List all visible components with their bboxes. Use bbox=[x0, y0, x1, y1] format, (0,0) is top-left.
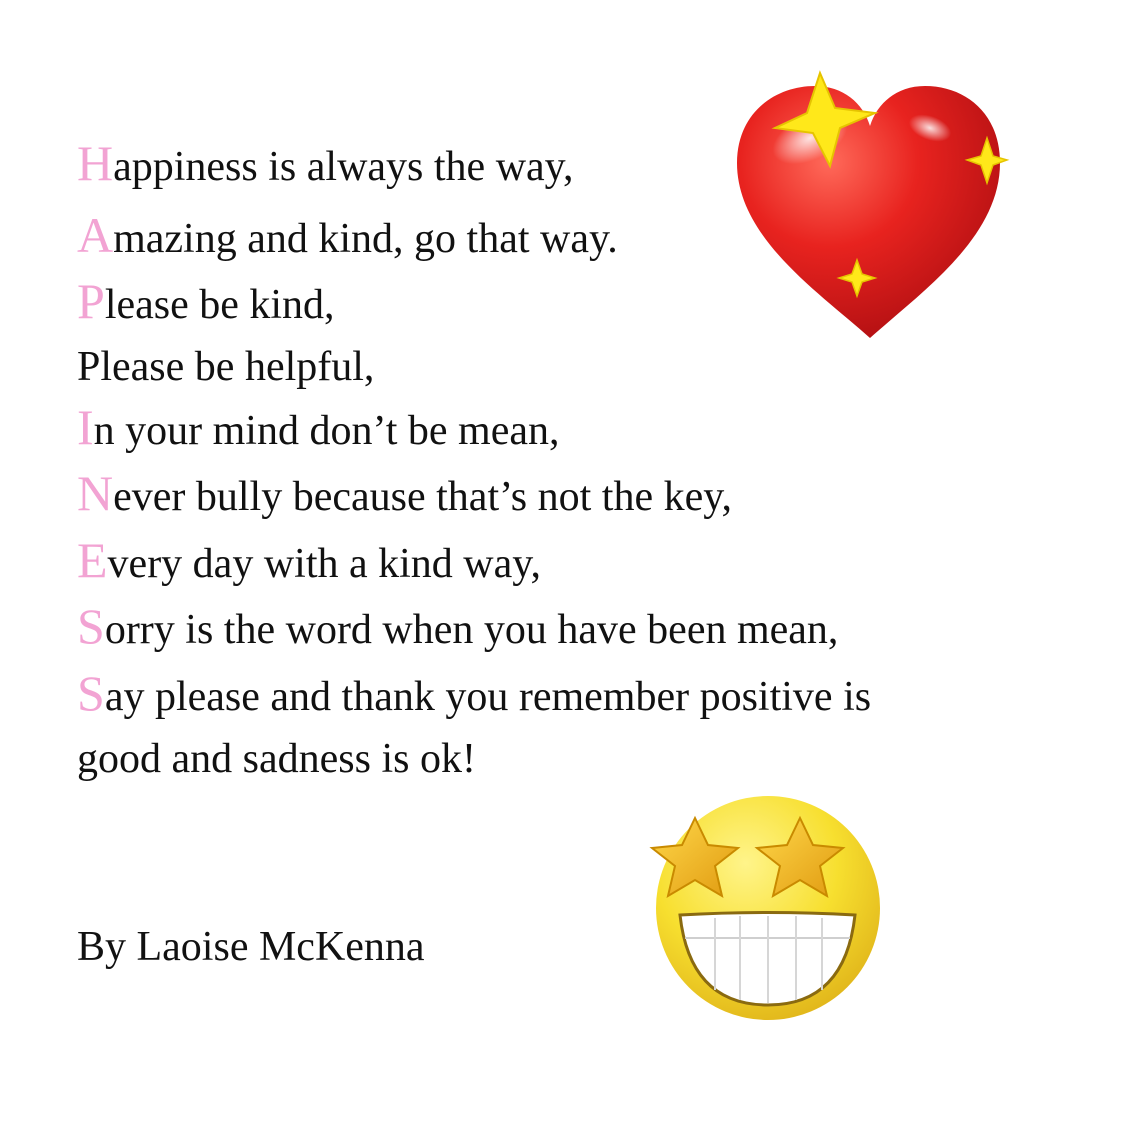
poem-line bbox=[77, 399, 560, 455]
acrostic-initial: H bbox=[77, 135, 114, 191]
acrostic-initial: S bbox=[77, 598, 105, 654]
poem-line bbox=[77, 465, 733, 521]
acrostic-initial: A bbox=[77, 207, 114, 263]
line-text: Please be helpful, bbox=[77, 344, 375, 390]
line-text: n your mind don’t be mean, bbox=[93, 408, 560, 454]
acrostic-initial: N bbox=[77, 465, 114, 521]
line-text: mazing and kind, go that way. bbox=[113, 216, 618, 262]
acrostic-initial: S bbox=[77, 665, 105, 721]
acrostic-initial: E bbox=[77, 532, 108, 588]
line-text: ever bully because that’s not the key, bbox=[113, 474, 733, 520]
poem-line bbox=[77, 273, 335, 329]
poem-line bbox=[77, 207, 618, 263]
acrostic-initial: I bbox=[77, 399, 94, 455]
poem-line bbox=[77, 532, 542, 588]
acrostic-initial: P bbox=[77, 273, 105, 329]
line-text: orry is the word when you have been mean, bbox=[104, 607, 839, 653]
line-text: appiness is always the way, bbox=[113, 144, 574, 190]
poem-line bbox=[77, 135, 574, 191]
star-struck-emoji-icon bbox=[640, 790, 885, 1030]
line-text: very day with a kind way, bbox=[107, 541, 542, 587]
line-text: ay please and thank you remember positive is bbox=[104, 674, 872, 720]
line-text: good and sadness is ok! bbox=[77, 736, 476, 782]
author-byline: By Laoise McKenna bbox=[77, 924, 425, 970]
poem-line bbox=[77, 665, 872, 721]
poem-line bbox=[77, 338, 374, 388]
poem-line bbox=[77, 730, 476, 780]
line-text: lease be kind, bbox=[104, 282, 335, 328]
poem-line bbox=[77, 598, 839, 654]
sparkling-heart-icon bbox=[725, 68, 1015, 348]
